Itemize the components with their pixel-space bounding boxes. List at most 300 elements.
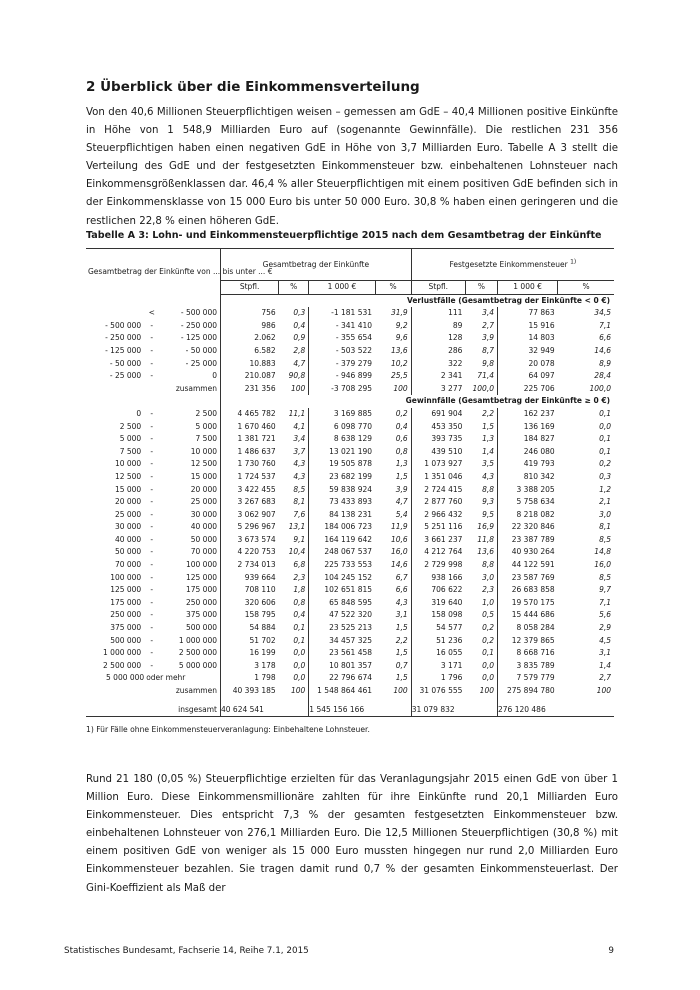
- class-to: 0: [212, 371, 217, 381]
- total-cell: 100: [290, 383, 306, 393]
- value-cell: 9,5: [482, 509, 494, 519]
- value-cell: 691 904: [411, 408, 465, 421]
- value-cell: 2 341: [411, 370, 465, 383]
- value-cell: 0,3: [293, 308, 306, 318]
- class-from: 2 500 000: [103, 660, 142, 670]
- class-to: 50 000: [190, 534, 217, 544]
- value-cell: 0,7: [395, 660, 408, 670]
- class-from: 30 000: [114, 522, 142, 532]
- value-cell: 84 138 231: [309, 509, 375, 522]
- value-cell: 0,9: [293, 333, 306, 343]
- value-cell: 51 236: [411, 635, 465, 648]
- class-sep: -: [150, 597, 154, 607]
- value-cell: 51 702: [221, 635, 279, 648]
- total-cell: 31 079 832: [411, 704, 465, 717]
- value-cell: 8 668 716: [498, 647, 558, 660]
- value-cell: 0,8: [293, 597, 306, 607]
- value-cell: 1 796: [411, 672, 465, 685]
- value-cell: 13,6: [477, 547, 494, 557]
- value-cell: 2 877 760: [411, 496, 465, 509]
- intro-paragraph: Von den 40,6 Millionen Steuerpflichtigen weisen – gemessen am GdE – 40,4 Millionen positive Einkünfte in Höhe von 1 548,9 Milliarden Euro auf (sogenannte Gewinnfälle). Die restlichen 231 356 Steuerpflichtigen haben einen negativen GdE in Höhe von 3,7 Milliarden Euro. Tabelle A 3 stellt die Verteilung des GdE und der festgesetzten Einkommensteuer bzw. einbehaltenen Lohnsteuer nach Einkommensgrößenklassen dar. 46,4 % aller Steuerpflichtigen mit einem positiven GdE befinden sich in der Einkommensklasse von 15 000 Euro bis unter 50 000 Euro. 30,8 % haben einen geringeren und die restlichen 22,8 % einen höheren GdE.: [86, 107, 618, 227]
- gain-total-row: [86, 685, 614, 698]
- value-cell: 162 237: [498, 408, 558, 421]
- loss-total-row: [86, 383, 614, 396]
- value-cell: 0,1: [293, 635, 306, 645]
- value-cell: 65 848 595: [309, 597, 375, 610]
- value-cell: 136 169: [498, 421, 558, 434]
- table-row: [86, 320, 614, 333]
- class-to: 5 000: [195, 421, 217, 431]
- value-cell: 9,8: [482, 358, 494, 368]
- value-cell: 1 670 460: [221, 421, 279, 434]
- total-cell: 1 545 156 166: [309, 704, 375, 717]
- table-row: [86, 622, 614, 635]
- value-cell: 8,9: [599, 358, 611, 368]
- class-from: 7 500: [119, 446, 142, 456]
- class-from: 40 000: [114, 534, 142, 544]
- value-cell: 158 795: [221, 609, 279, 622]
- value-cell: 0,0: [599, 421, 611, 431]
- class-to: 250 000: [185, 597, 217, 607]
- value-cell: 319 640: [411, 597, 465, 610]
- class-from: 175 000: [110, 597, 142, 607]
- class-sep: -: [150, 560, 154, 570]
- value-cell: 8,1: [293, 497, 306, 507]
- value-cell: 1 073 927: [411, 458, 465, 471]
- value-cell: 986: [221, 320, 279, 333]
- value-cell: 6,8: [293, 560, 306, 570]
- value-cell: 2,2: [395, 635, 408, 645]
- class-sep: oder mehr: [146, 673, 186, 683]
- header-est: [411, 249, 614, 281]
- class-sep: -: [150, 345, 154, 355]
- value-cell: 3 178: [221, 660, 279, 673]
- value-cell: 71,4: [477, 371, 494, 381]
- value-cell: 2 724 415: [411, 484, 465, 497]
- class-to: 10 000: [190, 446, 217, 456]
- table-row: [86, 597, 614, 610]
- table-row: [86, 647, 614, 660]
- table-row: [86, 458, 614, 471]
- table-row: [86, 332, 614, 345]
- value-cell: 453 350: [411, 421, 465, 434]
- total-cell: 40 393 185: [221, 685, 279, 698]
- value-cell: 10 801 357: [309, 660, 375, 673]
- class-from: - 25 000: [109, 371, 142, 381]
- value-cell: 14 803: [498, 332, 558, 345]
- class-sep: -: [150, 635, 154, 645]
- value-cell: 708 110: [221, 584, 279, 597]
- value-cell: 9,3: [482, 497, 494, 507]
- value-cell: 3 835 789: [498, 660, 558, 673]
- value-cell: 13 021 190: [309, 446, 375, 459]
- class-from: 20 000: [114, 497, 142, 507]
- class-sep: -: [150, 522, 154, 532]
- total-cell: 275 894 780: [498, 685, 558, 698]
- value-cell: 393 735: [411, 433, 465, 446]
- value-cell: 1,5: [395, 471, 408, 481]
- value-cell: 64 097: [498, 370, 558, 383]
- section-gain-title: Gewinnfälle (Gesamtbetrag der Einkünfte ≥ 0 €): [221, 395, 615, 408]
- table-row: [86, 370, 614, 383]
- class-from: 2 500: [119, 421, 142, 431]
- value-cell: 23 525 213: [309, 622, 375, 635]
- class-sep: -: [150, 446, 154, 456]
- class-from: 500 000: [110, 635, 142, 645]
- class-sep: -: [150, 371, 154, 381]
- value-cell: 0,0: [293, 673, 306, 683]
- value-cell: 11,1: [288, 408, 306, 418]
- class-from: - 500 000: [105, 320, 142, 330]
- value-cell: 3,4: [293, 434, 306, 444]
- total-cell: [375, 704, 411, 717]
- class-to: 2 500 000: [178, 648, 217, 658]
- section-loss-title: Verlustfälle (Gesamtbetrag der Einkünfte < 0 €): [221, 294, 615, 307]
- value-cell: 15 916: [498, 320, 558, 333]
- table-row: [86, 521, 614, 534]
- value-cell: 0,1: [599, 434, 611, 444]
- class-sep: -: [150, 408, 154, 418]
- value-cell: 2,9: [599, 623, 611, 633]
- value-cell: 6,6: [395, 585, 408, 595]
- class-to: 7 500: [195, 434, 217, 444]
- table-row: [86, 672, 614, 685]
- value-cell: 0,0: [482, 660, 494, 670]
- value-cell: 22 320 846: [498, 521, 558, 534]
- class-from: - 50 000: [109, 358, 142, 368]
- class-to: 375 000: [185, 610, 217, 620]
- value-cell: 225 733 553: [309, 559, 375, 572]
- value-cell: 938 166: [411, 572, 465, 585]
- value-cell: 77 863: [498, 307, 558, 320]
- body-paragraph: Rund 21 180 (0,05 %) Steuerpflichtige erzielten für das Veranlagungsjahr 2015 einen GdE von über 1 Million Euro. Diese Einkommensmillionäre zahlten für ihre Einkünfte rund 20,1 Milliarden Euro Einkommensteuer. Dies entspricht 7,3 % der gesamten festgesetzten Einkommensteuer bzw. einbehaltenen Lohnsteuer von 276,1 Milliarden Euro. Die 12,5 Millionen Steuerpflichtigen (30,8 %) mit einem positiven GdE von weniger als 15 000 Euro mussten hingegen nur rund 2,0 Milliarden Euro Einkommensteuer bezahlen. Sie tragen damit rund 0,7 % der gesamten Einkommensteuerlast. Der Gini-Koeffizient als Maß der: [86, 774, 618, 894]
- value-cell: 2,1: [599, 497, 611, 507]
- value-cell: 3,0: [482, 572, 494, 582]
- value-cell: 4 220 753: [221, 546, 279, 559]
- value-cell: 3,5: [482, 459, 494, 469]
- spacer-cell: [86, 294, 221, 307]
- value-cell: 16 055: [411, 647, 465, 660]
- class-from: 15 000: [114, 484, 142, 494]
- value-cell: 3,9: [395, 484, 408, 494]
- value-cell: 8 218 082: [498, 509, 558, 522]
- value-cell: 9,7: [599, 585, 611, 595]
- value-cell: 1,5: [395, 648, 408, 658]
- class-to: - 50 000: [185, 345, 217, 355]
- value-cell: 15 444 686: [498, 609, 558, 622]
- value-cell: 3 661 237: [411, 534, 465, 547]
- value-cell: 34,5: [594, 308, 611, 318]
- value-cell: 8 058 284: [498, 622, 558, 635]
- value-cell: 1,4: [599, 660, 611, 670]
- total-cell: 225 706: [498, 383, 558, 396]
- class-from: 70 000: [114, 560, 142, 570]
- class-to: 500 000: [185, 623, 217, 633]
- value-cell: 248 067 537: [309, 546, 375, 559]
- class-from: 125 000: [110, 585, 142, 595]
- value-cell: 26 683 858: [498, 584, 558, 597]
- value-cell: 1,2: [599, 484, 611, 494]
- value-cell: 4,5: [599, 635, 611, 645]
- value-cell: 2,7: [599, 673, 611, 683]
- table-row: [86, 546, 614, 559]
- total-cell: [279, 704, 309, 717]
- table-row: [86, 345, 614, 358]
- subheader-cell: 1 000 €: [498, 281, 558, 295]
- class-to: 40 000: [190, 522, 217, 532]
- value-cell: 2,2: [482, 408, 494, 418]
- value-cell: 4,1: [293, 421, 306, 431]
- table-row: [86, 496, 614, 509]
- value-cell: 9,2: [395, 320, 408, 330]
- value-cell: 5,6: [599, 610, 611, 620]
- value-cell: - 341 410: [309, 320, 375, 333]
- value-cell: 3 422 455: [221, 484, 279, 497]
- value-cell: 2 729 998: [411, 559, 465, 572]
- value-cell: 210.087: [221, 370, 279, 383]
- value-cell: 8,1: [599, 522, 611, 532]
- class-to: - 125 000: [180, 333, 217, 343]
- value-cell: 14,6: [391, 560, 408, 570]
- value-cell: 102 651 815: [309, 584, 375, 597]
- value-cell: 0,2: [395, 408, 408, 418]
- table-row: [86, 446, 614, 459]
- value-cell: 706 622: [411, 584, 465, 597]
- value-cell: 5 296 967: [221, 521, 279, 534]
- table-row: [86, 421, 614, 434]
- subheader-cell: %: [279, 281, 309, 295]
- value-cell: 1,5: [482, 421, 494, 431]
- section-row: [86, 294, 614, 307]
- value-cell: 1 486 637: [221, 446, 279, 459]
- total-cell: 100: [393, 686, 408, 695]
- value-cell: 10.883: [221, 358, 279, 371]
- class-from: 250 000: [110, 610, 142, 620]
- value-cell: 40 930 264: [498, 546, 558, 559]
- value-cell: 1,5: [395, 623, 408, 633]
- class-from: 25 000: [114, 509, 142, 519]
- total-cell: -3 708 295: [309, 383, 375, 396]
- value-cell: 20 078: [498, 358, 558, 371]
- value-cell: 0,3: [599, 471, 611, 481]
- class-from: - 125 000: [105, 345, 142, 355]
- value-cell: 0,0: [482, 673, 494, 683]
- class-to: 70 000: [190, 547, 217, 557]
- value-cell: 89: [411, 320, 465, 333]
- table-row: [86, 609, 614, 622]
- value-cell: 322: [411, 358, 465, 371]
- value-cell: 0,1: [293, 623, 306, 633]
- value-cell: 8 638 129: [309, 433, 375, 446]
- class-to: - 500 000: [180, 308, 217, 318]
- value-cell: 1,4: [482, 446, 494, 456]
- value-cell: 6,6: [599, 333, 611, 343]
- value-cell: 0,1: [599, 446, 611, 456]
- table-row: [86, 471, 614, 484]
- value-cell: 246 080: [498, 446, 558, 459]
- class-to: 175 000: [185, 585, 217, 595]
- value-cell: 13,6: [391, 345, 408, 355]
- class-to: - 25 000: [185, 358, 217, 368]
- header-est-label: Festgesetzte Einkommensteuer: [449, 259, 568, 269]
- value-cell: 11,9: [391, 522, 408, 532]
- value-cell: 1,0: [482, 597, 494, 607]
- class-sep: -: [150, 534, 154, 544]
- total-cell: 100: [596, 686, 611, 695]
- value-cell: 0,5: [482, 610, 494, 620]
- total-cell: 276 120 486: [498, 704, 558, 717]
- value-cell: 4 212 764: [411, 546, 465, 559]
- value-cell: 28,4: [594, 371, 611, 381]
- class-from: 10 000: [114, 459, 142, 469]
- value-cell: 3,0: [599, 509, 611, 519]
- value-cell: 4,3: [293, 459, 306, 469]
- value-cell: 8,5: [599, 534, 611, 544]
- value-cell: 6.582: [221, 345, 279, 358]
- value-cell: 6 098 770: [309, 421, 375, 434]
- total-cell: 231 356: [221, 383, 279, 396]
- class-sep: -: [150, 358, 154, 368]
- class-to: 20 000: [190, 484, 217, 494]
- total-cell: [558, 704, 614, 717]
- value-cell: - 379 279: [309, 358, 375, 371]
- value-cell: 13,1: [288, 522, 306, 532]
- total-cell: 100: [393, 383, 408, 393]
- grand-total-row: [86, 704, 614, 717]
- value-cell: 0,8: [395, 446, 408, 456]
- class-sep: -: [150, 572, 154, 582]
- class-from: 5 000 000: [106, 673, 145, 683]
- class-from: - 250 000: [105, 333, 142, 343]
- section-heading: 2 Überblick über die Einkommensverteilung: [86, 79, 420, 95]
- table-footnote: 1) Für Fälle ohne Einkommensteuerveranlagung: Einbehaltene Lohnsteuer.: [86, 725, 370, 734]
- value-cell: 8,5: [293, 484, 306, 494]
- class-to: 100 000: [185, 560, 217, 570]
- value-cell: 2,7: [482, 320, 494, 330]
- value-cell: 6,7: [395, 572, 408, 582]
- value-cell: 939 664: [221, 572, 279, 585]
- value-cell: 0,4: [293, 610, 306, 620]
- total-cell: 100: [290, 686, 306, 695]
- value-cell: - 503 522: [309, 345, 375, 358]
- total-cell: 100,0: [472, 383, 494, 393]
- table-row: [86, 484, 614, 497]
- value-cell: 23 587 769: [498, 572, 558, 585]
- value-cell: 3,1: [599, 648, 611, 658]
- table-caption: Tabelle A 3: Lohn- und Einkommensteuerpflichtige 2015 nach dem Gesamtbetrag der Einkünfte: [86, 230, 602, 241]
- class-sep: -: [150, 421, 154, 431]
- value-cell: 0,2: [482, 623, 494, 633]
- header-est-footnote-mark: 1): [570, 258, 577, 265]
- class-to: 12 500: [190, 459, 217, 469]
- class-from: 50 000: [114, 547, 142, 557]
- value-cell: 23 561 458: [309, 647, 375, 660]
- total-cell: 1 548 864 461: [309, 685, 375, 698]
- value-cell: 3 062 907: [221, 509, 279, 522]
- class-sep: -: [150, 459, 154, 469]
- total-cell: 100,0: [589, 383, 611, 393]
- value-cell: 756: [221, 307, 279, 320]
- total-cell: 3 277: [411, 383, 465, 396]
- value-cell: - 355 654: [309, 332, 375, 345]
- value-cell: 184 006 723: [309, 521, 375, 534]
- class-to: 15 000: [190, 471, 217, 481]
- value-cell: 4,7: [395, 497, 408, 507]
- value-cell: 0,2: [599, 459, 611, 469]
- class-to: 30 000: [190, 509, 217, 519]
- value-cell: 10,4: [288, 547, 306, 557]
- value-cell: 32 949: [498, 345, 558, 358]
- value-cell: 9,1: [293, 534, 306, 544]
- value-cell: 128: [411, 332, 465, 345]
- class-from: 100 000: [110, 572, 142, 582]
- subheader-cell: 1 000 €: [309, 281, 375, 295]
- total-label: zusammen: [175, 383, 217, 393]
- value-cell: 11,8: [477, 534, 494, 544]
- value-cell: 4,3: [293, 471, 306, 481]
- value-cell: 3 388 205: [498, 484, 558, 497]
- value-cell: 2 734 013: [221, 559, 279, 572]
- subheader-cell: %: [558, 281, 614, 295]
- value-cell: 59 838 924: [309, 484, 375, 497]
- value-cell: 16 199: [221, 647, 279, 660]
- table-row: [86, 584, 614, 597]
- total-cell: 40 624 541: [221, 704, 279, 717]
- class-to: 5 000 000: [178, 660, 217, 670]
- table-row: [86, 307, 614, 320]
- class-sep: -: [150, 497, 154, 507]
- value-cell: 12 379 865: [498, 635, 558, 648]
- class-to: 1 000 000: [178, 635, 217, 645]
- value-cell: 47 522 320: [309, 609, 375, 622]
- table-row: [86, 635, 614, 648]
- value-cell: 439 510: [411, 446, 465, 459]
- class-from: 5 000: [119, 434, 142, 444]
- class-sep: -: [150, 585, 154, 595]
- value-cell: 1,5: [395, 673, 408, 683]
- value-cell: 1 730 760: [221, 458, 279, 471]
- table-row: [86, 572, 614, 585]
- class-sep: -: [150, 434, 154, 444]
- value-cell: 0,4: [293, 320, 306, 330]
- value-cell: 14,8: [594, 547, 611, 557]
- value-cell: 8,5: [599, 572, 611, 582]
- class-sep: -: [150, 320, 154, 330]
- value-cell: 0,2: [482, 635, 494, 645]
- value-cell: 16,0: [594, 560, 611, 570]
- class-from: 375 000: [110, 623, 142, 633]
- value-cell: 320 606: [221, 597, 279, 610]
- value-cell: 7 579 779: [498, 672, 558, 685]
- value-cell: 1 798: [221, 672, 279, 685]
- class-sep: -: [150, 610, 154, 620]
- value-cell: 3,9: [482, 333, 494, 343]
- value-cell: 0,0: [293, 648, 306, 658]
- class-to: 25 000: [190, 497, 217, 507]
- value-cell: 3 673 574: [221, 534, 279, 547]
- class-sep: -: [150, 333, 154, 343]
- value-cell: 31,9: [391, 308, 408, 318]
- value-cell: 810 342: [498, 471, 558, 484]
- value-cell: 0,4: [395, 421, 408, 431]
- table-row: [86, 433, 614, 446]
- class-from: 12 500: [114, 471, 142, 481]
- value-cell: 7,1: [599, 597, 611, 607]
- value-cell: 4 465 782: [221, 408, 279, 421]
- value-cell: 34 457 325: [309, 635, 375, 648]
- total-cell: 100: [479, 686, 494, 695]
- table-row: [86, 358, 614, 371]
